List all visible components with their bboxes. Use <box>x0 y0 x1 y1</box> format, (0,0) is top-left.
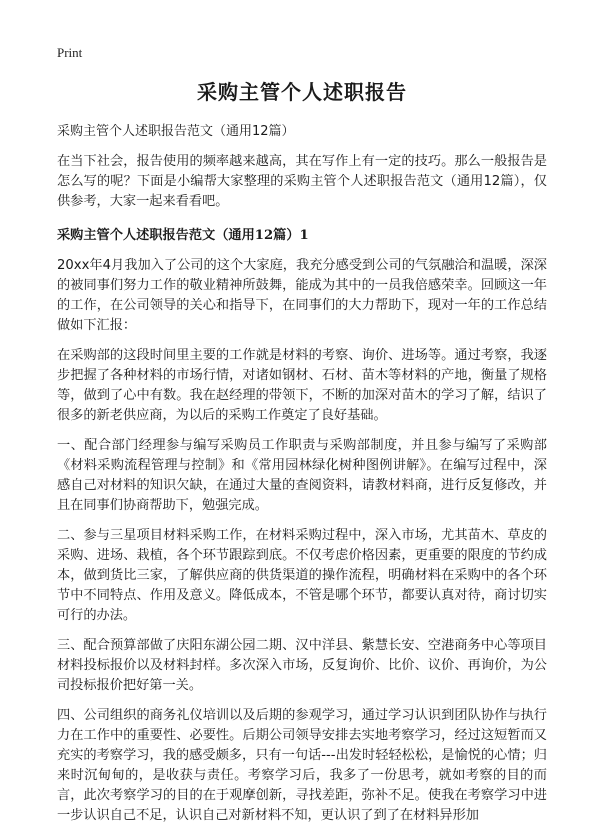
body-paragraph-6: 四、公司组织的商务礼仪培训以及后期的参观学习，通过学习认识到团队协作与执行力在工作中的重要性、必要性。后期公司领导安排去实地考察学习，经过这短暂而又充实的考察学习，我的感受颇多，只有一句话---出发时轻轻松松，是愉悦的心情；归来时沉甸甸的，是收获与责任。考察学习后，我多了一份思考，就如考察的目的而言，此次考察学习的目的在于观摩创新，寻找差距，弥补不足。使我在考察学习中进一步认识自己不足，认识自己对新材料不知，更认识了到了在材料异形加 <box>57 708 547 823</box>
body-paragraph-5: 三、配合预算部做了庆阳东湖公园二期、汉中洋县、紫慧长安、空港商务中心等项目材料投标报价以及材料封样。多次深入市场，反复询价、比价、议价、再询价，为公司投标报价把好第一关。 <box>57 638 547 693</box>
body-paragraph-2: 在采购部的这段时间里主要的工作就是材料的考察、询价、进场等。通过考察，我逐步把握了各种材料的市场行情，对诸如钢材、石材、苗木等材料的产地，衡量了规格等，做到了心中有数。我在赵经理的带领下，不断的加深对苗木的学习了解，结识了很多的新老供应商，为以后的采购工作奠定了良好基础。 <box>57 348 547 423</box>
section-heading: 采购主管个人述职报告范文（通用12篇）1 <box>57 228 309 243</box>
body-paragraph-3: 一、配合部门经理参与编写采购员工作职责与采购部制度，并且参与编写了采购部《材料采购流程管理与控制》和《常用园林绿化树种图例讲解》。在编写过程中，深感自己对材料的知识欠缺，在通过大量的查阅资料，请教材料商，进行反复修改，并且在同事们协商帮助下，勉强完成。 <box>57 438 547 513</box>
document-title: 采购主管个人述职报告 <box>197 80 407 104</box>
document-page <box>57 78 547 836</box>
body-paragraph-4: 二、参与三星项目材料采购工作，在材料采购过程中，深入市场，尤其苗木、草皮的采购、进场、栽植，各个环节跟踪到底。不仅考虑价格因素，更重要的限度的节约成本，做到货比三家，了解供应商的供货渠道的操作流程，明确材料在采购中的各个环节中不同特点、作用及意义。降低成本，不管是哪个环节，都要认真对待，商讨切实可行的办法。 <box>57 528 547 623</box>
print-link[interactable]: Print <box>57 45 83 60</box>
document-subtitle: 采购主管个人述职报告范文（通用12篇） <box>57 124 295 139</box>
body-paragraph-1: 20xx年4月我加入了公司的这个大家庭，我充分感受到公司的气氛融洽和温暖，深深的被同事们努力工作的敬业精神所鼓舞，能成为其中的一员我倍感荣幸。回顾这一年的工作，在公司领导的关心和指导下，在同事们的大力帮助下，现对一年的工作总结做如下汇报： <box>57 258 547 333</box>
intro-paragraph: 在当下社会，报告使用的频率越来越高，其在写作上有一定的技巧。那么一般报告是怎么写的呢？下面是小编帮大家整理的采购主管个人述职报告范文（通用12篇），仅供参考，大家一起来看看吧。 <box>57 154 547 209</box>
